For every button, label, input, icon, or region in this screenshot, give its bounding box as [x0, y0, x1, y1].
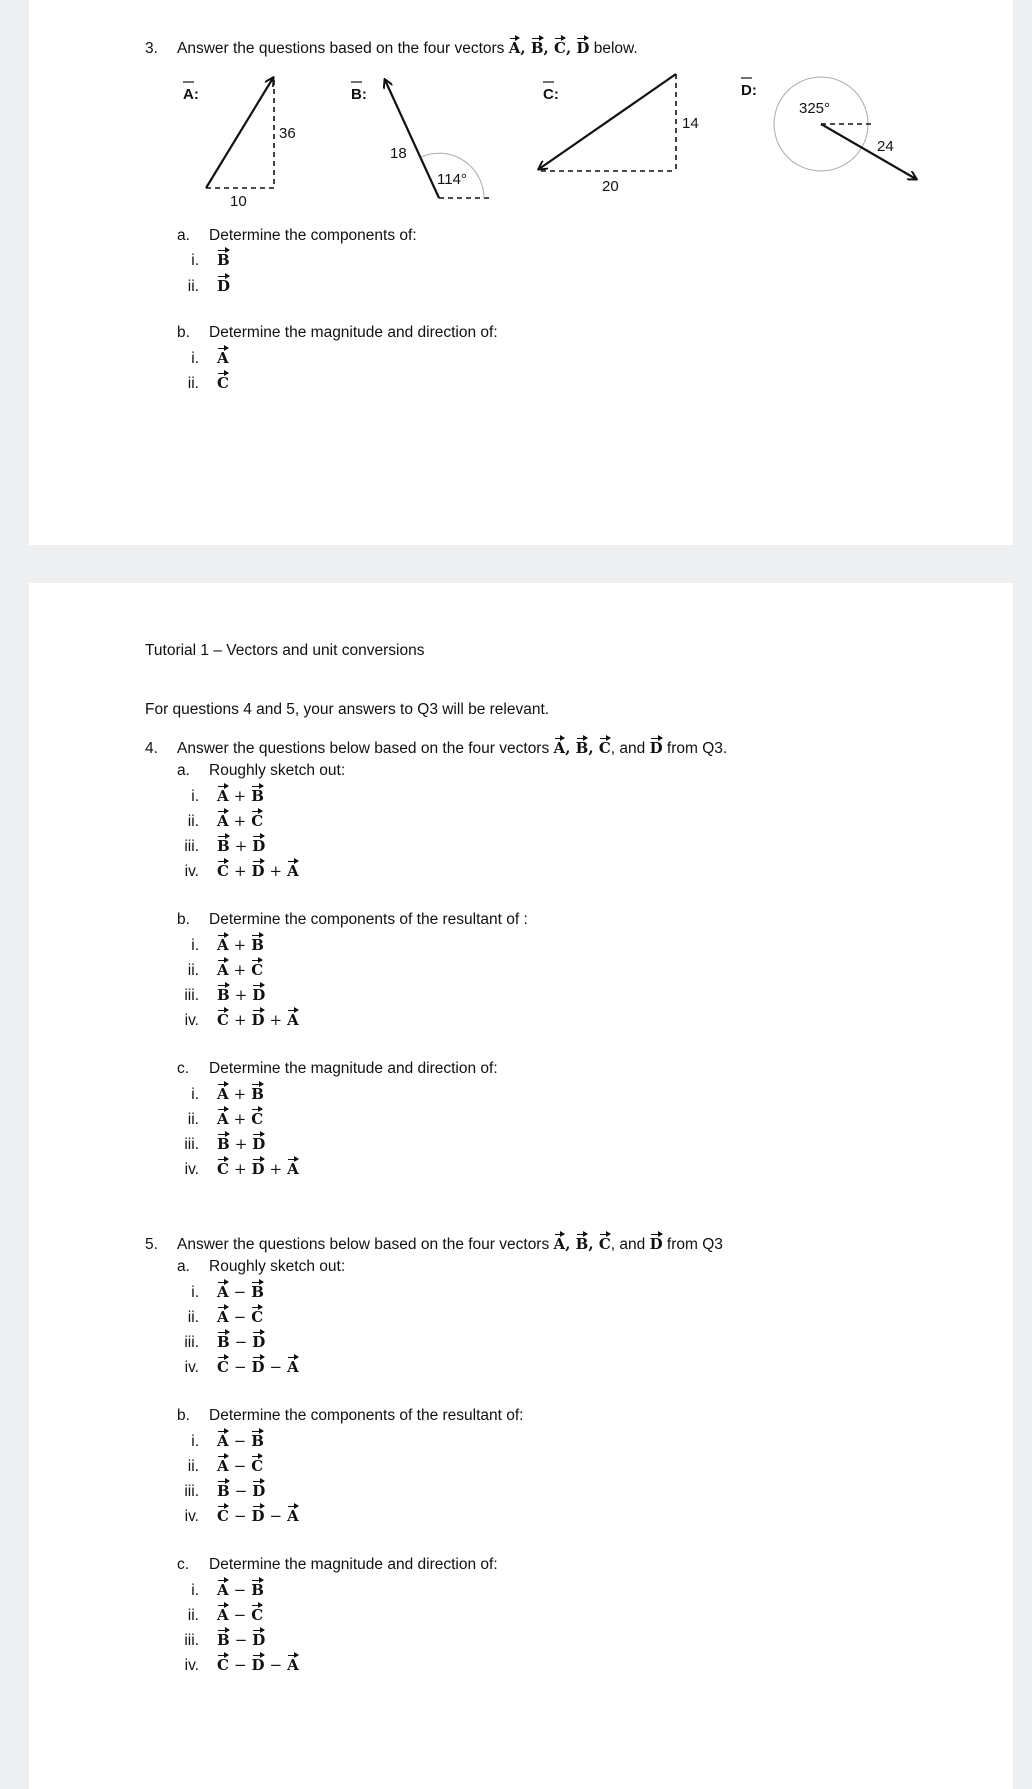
- vector-d-label: D:: [741, 82, 757, 99]
- q4-part-b: b. Determine the components of the resultant of :: [177, 911, 528, 928]
- q3-part-a: a. Determine the components of:: [177, 227, 417, 244]
- document-page-2: [29, 583, 1013, 1789]
- vector-a-vertical-label: 36: [279, 125, 296, 142]
- q4-part-a-expression: iii. B + D: [184, 837, 266, 855]
- q3-part-b: b. Determine the magnitude and direction of:: [177, 324, 498, 341]
- q5-part-a-expression: iii. B − D: [184, 1333, 266, 1351]
- q4-part-b-expression: i. A + B: [191, 936, 264, 954]
- vector-c-label: C:: [543, 86, 559, 103]
- q5-part-c: c. Determine the magnitude and direction of:: [177, 1556, 498, 1573]
- vector-d-length-label: 24: [877, 138, 894, 155]
- vector-d-diagram: [741, 77, 916, 179]
- vector-diagram: [29, 0, 1013, 220]
- question-5-intro: 5. Answer the questions below based on the four vectors A, B, C, and D from Q3: [145, 1235, 723, 1253]
- vector-b-label: B:: [351, 86, 367, 103]
- q4-part-b-expression: iv. C + D + A: [184, 1011, 299, 1029]
- vector-d-angle-label: 325°: [799, 100, 831, 117]
- q5-part-c-expression: iv. C − D − A: [184, 1656, 299, 1674]
- q5-part-c-expression: ii. A − C: [187, 1606, 264, 1624]
- q5-part-a-expression: i. A − B: [191, 1283, 264, 1301]
- document-page-1: [29, 0, 1013, 545]
- q5-part-b-expression: iii. B − D: [184, 1482, 266, 1500]
- q5-part-b-expression: iv. C − D − A: [184, 1507, 299, 1525]
- q4-part-c-expression: iii. B + D: [184, 1135, 266, 1153]
- q5-part-c-expression: iii. B − D: [184, 1631, 266, 1649]
- q5-part-a-expression: iv. C − D − A: [184, 1358, 299, 1376]
- q5-part-c-expression: i. A − B: [191, 1581, 264, 1599]
- q3-part-b-item: ii. C: [187, 374, 229, 392]
- vector-b-length-label: 18: [390, 145, 407, 162]
- q4-part-c-expression: ii. A + C: [187, 1110, 264, 1128]
- q4-part-a-expression: ii. A + C: [187, 812, 264, 830]
- q4-part-a-expression: iv. C + D + A: [184, 862, 299, 880]
- q4-part-b-expression: ii. A + C: [187, 961, 264, 979]
- vector-a-horizontal-label: 10: [230, 193, 247, 210]
- q3-part-a-item: i. B: [191, 251, 230, 269]
- q4-part-a-expression: i. A + B: [191, 787, 264, 805]
- q4-part-c-expression: iv. C + D + A: [184, 1160, 299, 1178]
- q5-part-b: b. Determine the components of the resultant of:: [177, 1407, 524, 1424]
- q3-part-a-item: ii. D: [187, 277, 231, 295]
- q4-part-c-expression: i. A + B: [191, 1085, 264, 1103]
- vector-c-vertical-label: 14: [682, 115, 699, 132]
- q4-part-b-expression: iii. B + D: [184, 986, 266, 1004]
- q5-part-a: a. Roughly sketch out:: [177, 1258, 346, 1275]
- q5-part-b-expression: i. A − B: [191, 1432, 264, 1450]
- vector-c-diagram: [539, 74, 699, 195]
- page-header: Tutorial 1 – Vectors and unit conversions: [145, 642, 425, 659]
- vector-b-diagram: [351, 80, 491, 198]
- q4-part-a: a. Roughly sketch out:: [177, 762, 346, 779]
- vector-a-diagram: [183, 78, 296, 210]
- question-4-intro: 4. Answer the questions below based on the four vectors A, B, C, and D from Q3.: [145, 739, 728, 757]
- note-text: For questions 4 and 5, your answers to Q3 will be relevant.: [145, 701, 550, 718]
- vector-b-angle-label: 114°: [437, 171, 467, 188]
- q3-part-b-item: i. A: [191, 349, 229, 367]
- vector-a-label: A:: [183, 86, 199, 103]
- vector-c-horizontal-label: 20: [602, 178, 619, 195]
- q5-part-b-expression: ii. A − C: [187, 1457, 264, 1475]
- question-3-intro: 3. Answer the questions based on the four vectors A, B, C, D below.: [145, 39, 638, 57]
- q5-part-a-expression: ii. A − C: [187, 1308, 264, 1326]
- q4-part-c: c. Determine the magnitude and direction of:: [177, 1060, 498, 1077]
